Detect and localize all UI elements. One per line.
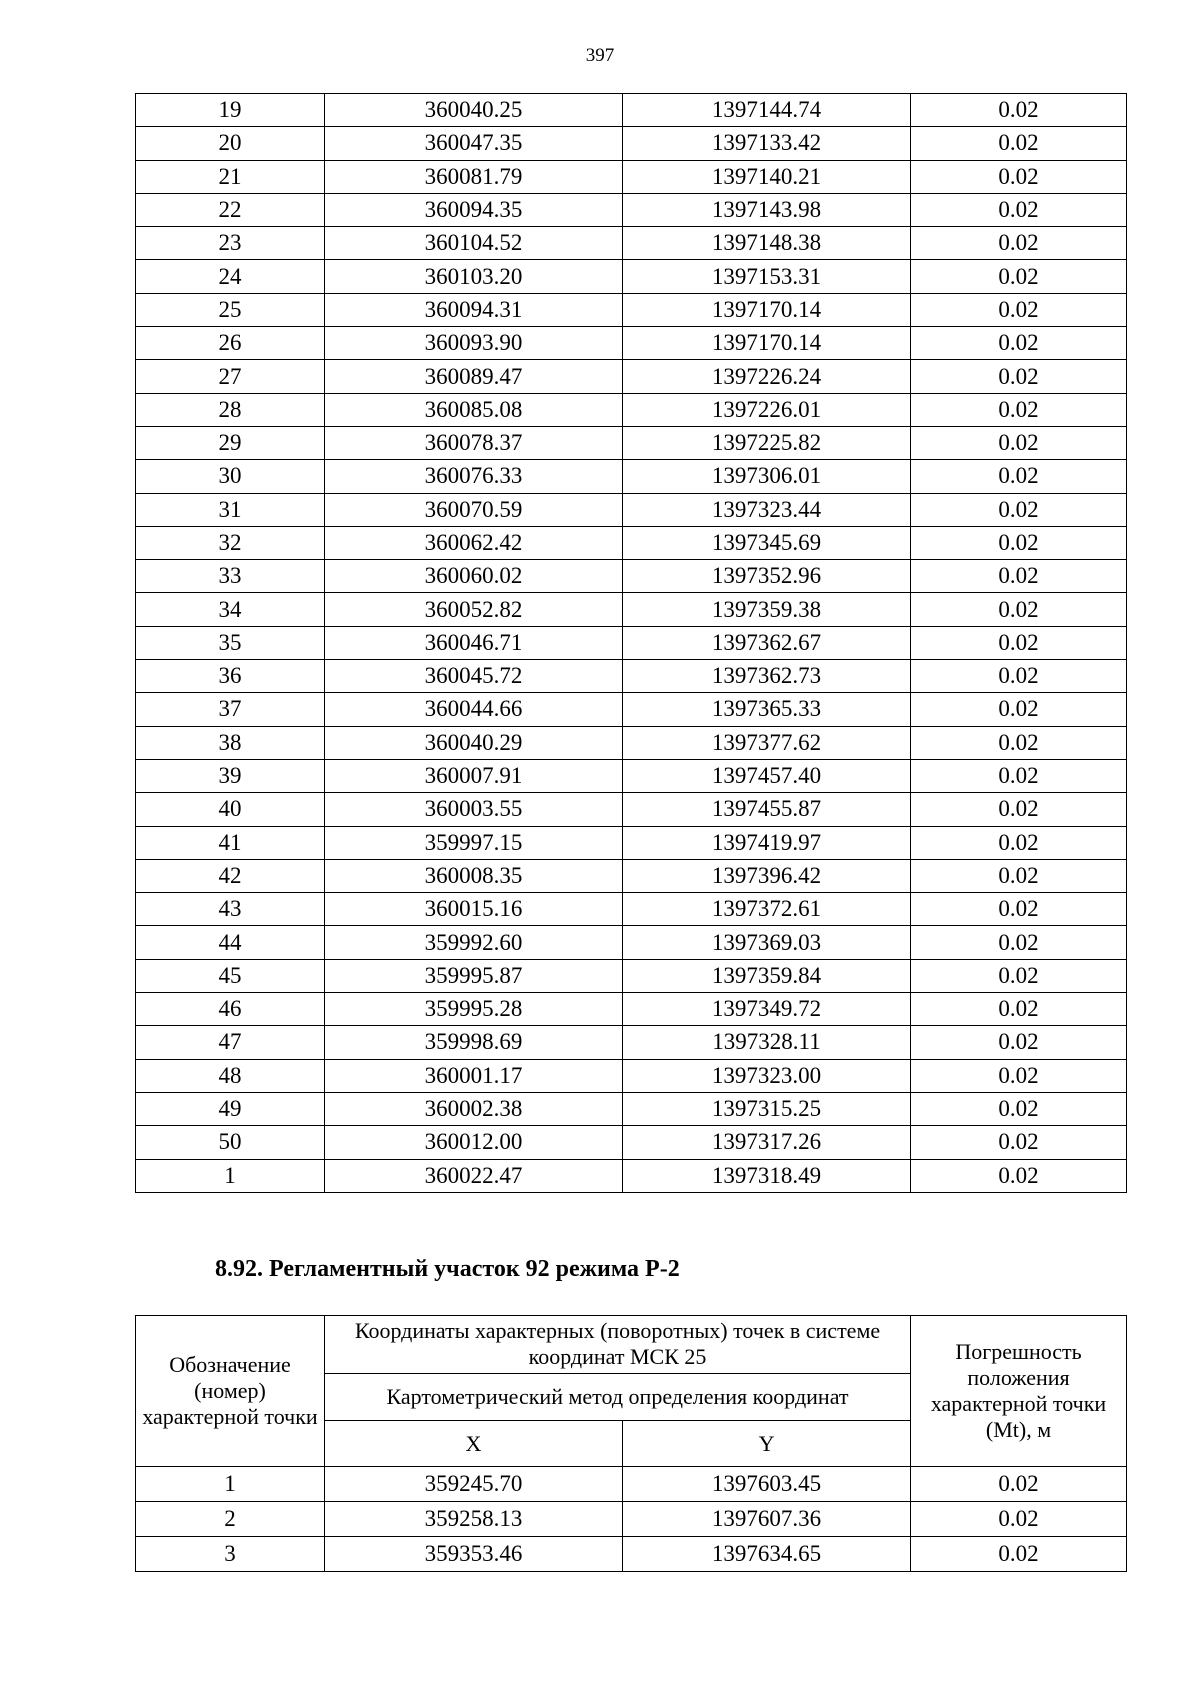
x-coordinate-cell: 359245.70 — [325, 1467, 623, 1502]
y-coordinate-cell: 1397345.69 — [623, 526, 911, 559]
y-coordinate-cell: 1397226.24 — [623, 360, 911, 393]
x-coordinate-cell: 360040.25 — [325, 94, 623, 127]
y-coordinate-cell: 1397143.98 — [623, 193, 911, 226]
y-coordinate-cell: 1397372.61 — [623, 893, 911, 926]
table-row — [136, 1467, 1127, 1502]
coordinates-table-body — [136, 94, 1127, 1193]
x-coordinate-cell: 360012.00 — [325, 1126, 623, 1159]
table-row — [136, 693, 1127, 726]
y-coordinate-cell: 1397457.40 — [623, 759, 911, 792]
header-point-designation: Обозначение (номер) характерной точки — [136, 1316, 325, 1467]
y-coordinate-cell: 1397140.21 — [623, 160, 911, 193]
accuracy-cell: 0.02 — [911, 893, 1127, 926]
x-coordinate-cell: 360003.55 — [325, 793, 623, 826]
accuracy-cell: 0.02 — [911, 426, 1127, 459]
y-coordinate-cell: 1397323.00 — [623, 1059, 911, 1092]
y-coordinate-cell: 1397359.84 — [623, 959, 911, 992]
accuracy-cell: 0.02 — [911, 726, 1127, 759]
x-coordinate-cell: 359995.87 — [325, 959, 623, 992]
accuracy-cell: 0.02 — [911, 859, 1127, 892]
accuracy-cell: 0.02 — [911, 393, 1127, 426]
header-accuracy: Погрешность положения характерной точки (Mt), м — [911, 1316, 1127, 1467]
accuracy-cell: 0.02 — [911, 1467, 1127, 1502]
coordinates-table-continued — [135, 93, 1127, 1193]
y-coordinate-cell: 1397144.74 — [623, 94, 911, 127]
table-row — [136, 993, 1127, 1026]
coordinates-table-section-92 — [135, 1315, 1127, 1572]
point-number-cell: 44 — [136, 926, 325, 959]
accuracy-cell: 0.02 — [911, 1159, 1127, 1192]
x-coordinate-cell: 360085.08 — [325, 393, 623, 426]
accuracy-cell: 0.02 — [911, 1026, 1127, 1059]
accuracy-cell: 0.02 — [911, 959, 1127, 992]
point-number-cell: 35 — [136, 626, 325, 659]
table-row — [136, 626, 1127, 659]
y-coordinate-cell: 1397153.31 — [623, 260, 911, 293]
y-coordinate-cell: 1397365.33 — [623, 693, 911, 726]
table-row — [136, 393, 1127, 426]
header-y: Y — [623, 1421, 911, 1467]
x-coordinate-cell: 360015.16 — [325, 893, 623, 926]
point-number-cell: 38 — [136, 726, 325, 759]
point-number-cell: 26 — [136, 327, 325, 360]
point-number-cell: 37 — [136, 693, 325, 726]
y-coordinate-cell: 1397323.44 — [623, 493, 911, 526]
point-number-cell: 45 — [136, 959, 325, 992]
header-method: Картометрический метод определения координат — [325, 1373, 911, 1421]
y-coordinate-cell: 1397396.42 — [623, 859, 911, 892]
y-coordinate-cell: 1397148.38 — [623, 227, 911, 260]
point-number-cell: 19 — [136, 94, 325, 127]
y-coordinate-cell: 1397362.73 — [623, 660, 911, 693]
table-row — [136, 1059, 1127, 1092]
x-coordinate-cell: 360052.82 — [325, 593, 623, 626]
point-number-cell: 31 — [136, 493, 325, 526]
point-number-cell: 1 — [136, 1467, 325, 1502]
section-heading: 8.92. Регламентный участок 92 режима Р-2 — [215, 1256, 680, 1282]
table-row — [136, 893, 1127, 926]
y-coordinate-cell: 1397607.36 — [623, 1502, 911, 1537]
x-coordinate-cell: 359353.46 — [325, 1537, 623, 1572]
point-number-cell: 2 — [136, 1502, 325, 1537]
y-coordinate-cell: 1397362.67 — [623, 626, 911, 659]
x-coordinate-cell: 360062.42 — [325, 526, 623, 559]
accuracy-cell: 0.02 — [911, 693, 1127, 726]
table-row — [136, 759, 1127, 792]
x-coordinate-cell: 360022.47 — [325, 1159, 623, 1192]
y-coordinate-cell: 1397369.03 — [623, 926, 911, 959]
point-number-cell: 28 — [136, 393, 325, 426]
table-row — [136, 227, 1127, 260]
table-row — [136, 926, 1127, 959]
point-number-cell: 42 — [136, 859, 325, 892]
table-row — [136, 426, 1127, 459]
accuracy-cell: 0.02 — [911, 593, 1127, 626]
y-coordinate-cell: 1397225.82 — [623, 426, 911, 459]
table-row — [136, 1502, 1127, 1537]
table-row — [136, 959, 1127, 992]
header-x: X — [325, 1421, 623, 1467]
accuracy-cell: 0.02 — [911, 293, 1127, 326]
table-row — [136, 493, 1127, 526]
page-number: 397 — [585, 45, 615, 66]
accuracy-cell: 0.02 — [911, 94, 1127, 127]
x-coordinate-cell: 360044.66 — [325, 693, 623, 726]
point-number-cell: 40 — [136, 793, 325, 826]
point-number-cell: 20 — [136, 127, 325, 160]
point-number-cell: 41 — [136, 826, 325, 859]
point-number-cell: 50 — [136, 1126, 325, 1159]
x-coordinate-cell: 360070.59 — [325, 493, 623, 526]
point-number-cell: 21 — [136, 160, 325, 193]
table-row — [136, 593, 1127, 626]
point-number-cell: 23 — [136, 227, 325, 260]
x-coordinate-cell: 360040.29 — [325, 726, 623, 759]
table-row — [136, 293, 1127, 326]
point-number-cell: 36 — [136, 660, 325, 693]
table-row — [136, 1537, 1127, 1572]
point-number-cell: 25 — [136, 293, 325, 326]
table-row — [136, 560, 1127, 593]
accuracy-cell: 0.02 — [911, 560, 1127, 593]
table-row — [136, 1092, 1127, 1125]
point-number-cell: 32 — [136, 526, 325, 559]
table-row — [136, 160, 1127, 193]
accuracy-cell: 0.02 — [911, 1502, 1127, 1537]
x-coordinate-cell: 360002.38 — [325, 1092, 623, 1125]
point-number-cell: 34 — [136, 593, 325, 626]
table-row — [136, 526, 1127, 559]
x-coordinate-cell: 360047.35 — [325, 127, 623, 160]
accuracy-cell: 0.02 — [911, 993, 1127, 1026]
y-coordinate-cell: 1397226.01 — [623, 393, 911, 426]
accuracy-cell: 0.02 — [911, 626, 1127, 659]
point-number-cell: 43 — [136, 893, 325, 926]
x-coordinate-cell: 360089.47 — [325, 360, 623, 393]
header-coordinates-title: Координаты характерных (поворотных) точек в системе координат МСК 25 — [325, 1316, 911, 1374]
accuracy-cell: 0.02 — [911, 526, 1127, 559]
accuracy-cell: 0.02 — [911, 360, 1127, 393]
x-coordinate-cell: 360045.72 — [325, 660, 623, 693]
y-coordinate-cell: 1397455.87 — [623, 793, 911, 826]
table-row — [136, 1126, 1127, 1159]
x-coordinate-cell: 360076.33 — [325, 460, 623, 493]
table-row — [136, 1159, 1127, 1192]
table-row — [136, 327, 1127, 360]
accuracy-cell: 0.02 — [911, 926, 1127, 959]
x-coordinate-cell: 359992.60 — [325, 926, 623, 959]
accuracy-cell: 0.02 — [911, 493, 1127, 526]
y-coordinate-cell: 1397306.01 — [623, 460, 911, 493]
x-coordinate-cell: 360060.02 — [325, 560, 623, 593]
point-number-cell: 3 — [136, 1537, 325, 1572]
point-number-cell: 24 — [136, 260, 325, 293]
x-coordinate-cell: 360093.90 — [325, 327, 623, 360]
x-coordinate-cell: 359995.28 — [325, 993, 623, 1026]
table-row — [136, 94, 1127, 127]
coordinates-table-body — [136, 1467, 1127, 1572]
table-row — [136, 360, 1127, 393]
point-number-cell: 27 — [136, 360, 325, 393]
x-coordinate-cell: 360001.17 — [325, 1059, 623, 1092]
point-number-cell: 1 — [136, 1159, 325, 1192]
table-row — [136, 127, 1127, 160]
x-coordinate-cell: 360081.79 — [325, 160, 623, 193]
table-row — [136, 193, 1127, 226]
table-row — [136, 660, 1127, 693]
x-coordinate-cell: 360103.20 — [325, 260, 623, 293]
accuracy-cell: 0.02 — [911, 1126, 1127, 1159]
x-coordinate-cell: 360104.52 — [325, 227, 623, 260]
table-row — [136, 793, 1127, 826]
x-coordinate-cell: 360094.35 — [325, 193, 623, 226]
accuracy-cell: 0.02 — [911, 793, 1127, 826]
accuracy-cell: 0.02 — [911, 1537, 1127, 1572]
point-number-cell: 22 — [136, 193, 325, 226]
y-coordinate-cell: 1397634.65 — [623, 1537, 911, 1572]
y-coordinate-cell: 1397359.38 — [623, 593, 911, 626]
accuracy-cell: 0.02 — [911, 160, 1127, 193]
point-number-cell: 48 — [136, 1059, 325, 1092]
x-coordinate-cell: 359998.69 — [325, 1026, 623, 1059]
table-row — [136, 826, 1127, 859]
accuracy-cell: 0.02 — [911, 227, 1127, 260]
accuracy-cell: 0.02 — [911, 460, 1127, 493]
y-coordinate-cell: 1397352.96 — [623, 560, 911, 593]
accuracy-cell: 0.02 — [911, 193, 1127, 226]
y-coordinate-cell: 1397170.14 — [623, 293, 911, 326]
accuracy-cell: 0.02 — [911, 1092, 1127, 1125]
point-number-cell: 47 — [136, 1026, 325, 1059]
x-coordinate-cell: 360046.71 — [325, 626, 623, 659]
y-coordinate-cell: 1397328.11 — [623, 1026, 911, 1059]
y-coordinate-cell: 1397377.62 — [623, 726, 911, 759]
y-coordinate-cell: 1397603.45 — [623, 1467, 911, 1502]
accuracy-cell: 0.02 — [911, 260, 1127, 293]
x-coordinate-cell: 360078.37 — [325, 426, 623, 459]
table-row — [136, 260, 1127, 293]
point-number-cell: 30 — [136, 460, 325, 493]
table-row — [136, 726, 1127, 759]
y-coordinate-cell: 1397133.42 — [623, 127, 911, 160]
table-row — [136, 859, 1127, 892]
point-number-cell: 33 — [136, 560, 325, 593]
x-coordinate-cell: 360007.91 — [325, 759, 623, 792]
point-number-cell: 46 — [136, 993, 325, 1026]
point-number-cell: 39 — [136, 759, 325, 792]
y-coordinate-cell: 1397170.14 — [623, 327, 911, 360]
y-coordinate-cell: 1397419.97 — [623, 826, 911, 859]
table-row — [136, 460, 1127, 493]
y-coordinate-cell: 1397315.25 — [623, 1092, 911, 1125]
accuracy-cell: 0.02 — [911, 327, 1127, 360]
point-number-cell: 29 — [136, 426, 325, 459]
point-number-cell: 49 — [136, 1092, 325, 1125]
accuracy-cell: 0.02 — [911, 660, 1127, 693]
x-coordinate-cell: 360094.31 — [325, 293, 623, 326]
x-coordinate-cell: 360008.35 — [325, 859, 623, 892]
x-coordinate-cell: 359258.13 — [325, 1502, 623, 1537]
accuracy-cell: 0.02 — [911, 127, 1127, 160]
x-coordinate-cell: 359997.15 — [325, 826, 623, 859]
accuracy-cell: 0.02 — [911, 759, 1127, 792]
accuracy-cell: 0.02 — [911, 1059, 1127, 1092]
y-coordinate-cell: 1397317.26 — [623, 1126, 911, 1159]
y-coordinate-cell: 1397318.49 — [623, 1159, 911, 1192]
accuracy-cell: 0.02 — [911, 826, 1127, 859]
y-coordinate-cell: 1397349.72 — [623, 993, 911, 1026]
table-row — [136, 1026, 1127, 1059]
